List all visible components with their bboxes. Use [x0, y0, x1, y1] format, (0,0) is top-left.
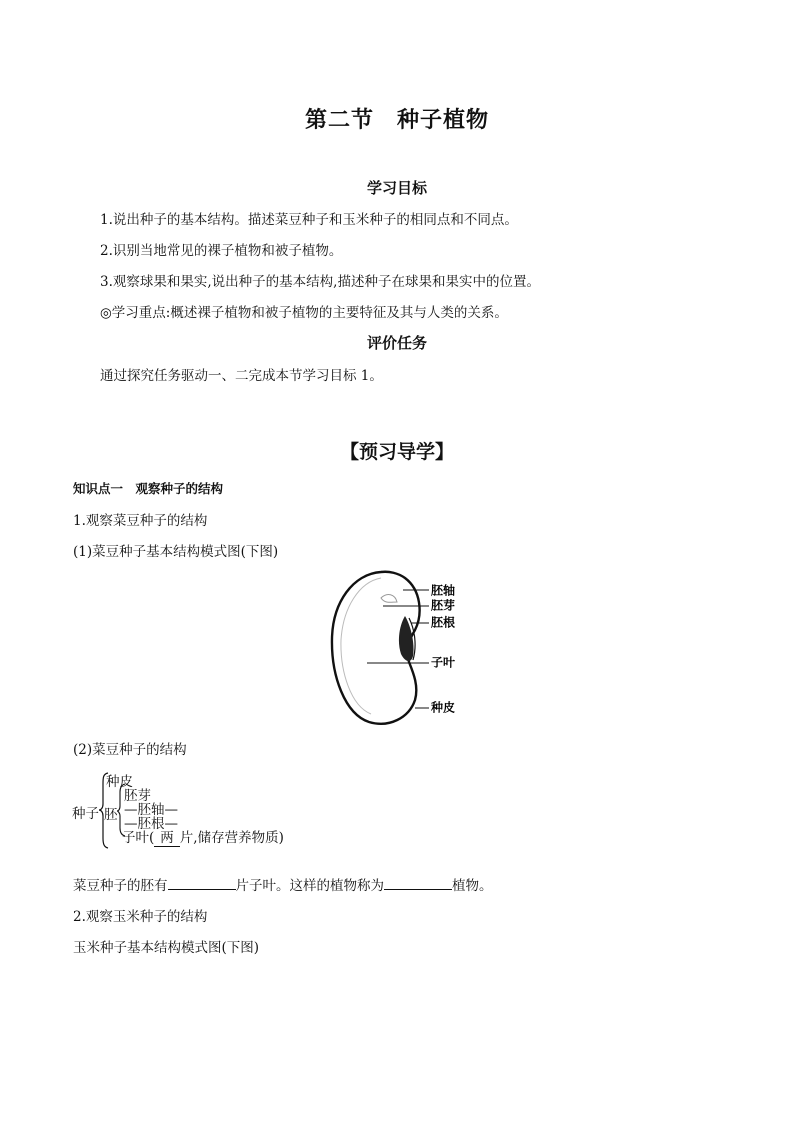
- label-plumule: 胚芽: [431, 598, 456, 613]
- bean-seed-diagram: [325, 568, 465, 728]
- tree-plumule: 胚芽: [124, 788, 151, 804]
- fill-sentence: 菜豆种子的胚有 片子叶。这样的植物称为 植物。: [73, 874, 493, 894]
- objective-3: 3.观察球果和果实,说出种子的基本结构,描述种子在球果和果实中的位置。: [100, 274, 540, 290]
- knowledge-point-title: 知识点一 观察种子的结构: [73, 481, 224, 496]
- preview-heading: 【预习导学】: [339, 441, 454, 463]
- tree-embryo: 胚: [104, 807, 118, 823]
- tree-seed-coat: 种皮: [106, 774, 133, 790]
- evaluation-text: 通过探究任务驱动一、二完成本节学习目标 1。: [100, 368, 383, 384]
- blank-plant-type[interactable]: [384, 875, 452, 890]
- label-cotyledon: 子叶: [431, 655, 456, 670]
- sub-3-title: 玉米种子基本结构模式图(下图): [73, 940, 260, 956]
- label-hypocotyl: 胚轴: [431, 583, 456, 598]
- objective-2: 2.识别当地常见的裸子植物和被子植物。: [100, 243, 343, 259]
- objective-1: 1.说出种子的基本结构。描述菜豆种子和玉米种子的相同点和不同点。: [100, 212, 518, 228]
- step-2-title: 2.观察玉米种子的结构: [73, 909, 208, 925]
- tree-cotyledon: 子叶( 两 片,储存营养物质): [122, 826, 284, 847]
- label-radicle: 胚根: [431, 615, 456, 630]
- cotyledon-answer: 两: [154, 826, 180, 847]
- blank-cotyledon-count[interactable]: [168, 875, 236, 890]
- step-1-title: 1.观察菜豆种子的结构: [73, 513, 208, 529]
- objectives-heading: 学习目标: [366, 179, 427, 197]
- sub-1-title: (1)菜豆种子基本结构模式图(下图): [73, 544, 279, 560]
- sub-2-title: (2)菜豆种子的结构: [73, 742, 187, 758]
- focus-note: ◎学习重点:概述裸子植物和被子植物的主要特征及其与人类的关系。: [100, 305, 508, 321]
- label-seed-coat: 种皮: [431, 700, 456, 715]
- tree-radicle: —胚根—: [124, 816, 178, 832]
- evaluation-heading: 评价任务: [366, 334, 427, 352]
- page-title: 第二节 种子植物: [304, 107, 489, 133]
- tree-hypocotyl: —胚轴—: [124, 802, 178, 818]
- tree-root: 种子: [72, 806, 99, 822]
